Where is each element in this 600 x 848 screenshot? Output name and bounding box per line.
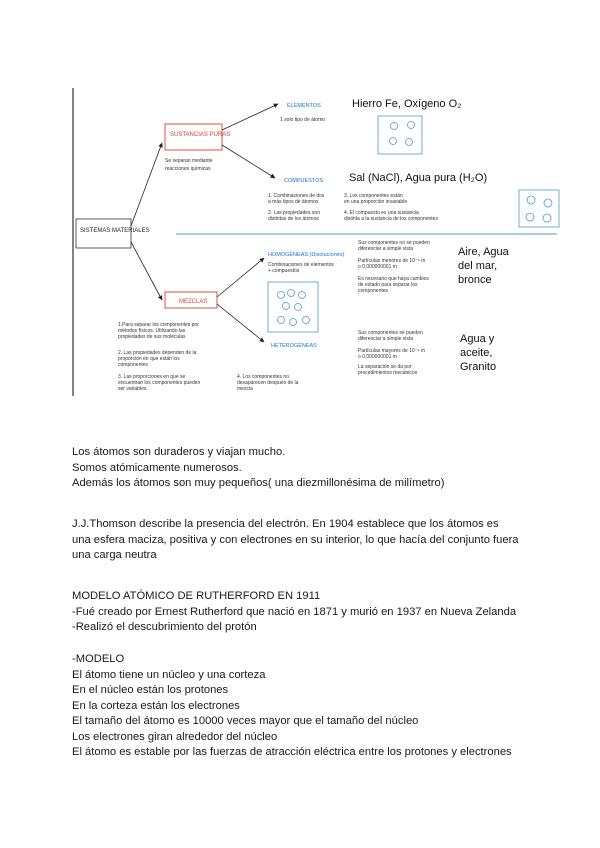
compounds-desc-line: 2. Las propiedades son: [268, 210, 320, 216]
elements-title: ELEMENTOS: [287, 103, 321, 109]
mixtures-prop-line: encuentran los componentes pueden: [118, 380, 201, 386]
paragraph-atoms: [72, 445, 444, 492]
mixtures-prop-line: proporción en que están los: [118, 356, 180, 362]
root-label: SISTEMAS MATERIALES: [80, 228, 150, 234]
compounds-title: COMPUESTOS: [284, 178, 324, 184]
compounds-desc-line: 1. Combinaciones de dos: [268, 193, 325, 199]
paragraph-rutherford: [72, 589, 516, 636]
text-line: Los átomos son duraderos y viajan mucho.: [72, 446, 286, 458]
heterogeneous-detail-line: procedimientos mecánicos: [358, 370, 418, 376]
section-heading: -MODELO: [72, 653, 125, 665]
pure-substances-label: SUSTANCIAS PURAS: [170, 132, 231, 138]
compounds-desc-line: distinta a la sustancia de los componentes: [344, 216, 438, 222]
text-line: J.J.Thomson describe la presencia del electrón. En 1904 establece que los átomos es una esfera maciza, positiva y con electrones en su interior, lo que hacía del conjunto fuera una carga neutra: [72, 518, 519, 561]
homogeneous-example-line: Aire, Agua: [458, 246, 509, 258]
arrow-mixtures-homogeneous: [217, 258, 264, 297]
compounds-particle-box: [519, 190, 559, 227]
text-line: En la corteza están los electrones: [72, 699, 240, 712]
compounds-desc-line: en una proporción invariable: [344, 199, 408, 205]
text-line: -Fué creado por Ernest Rutherford que nació en 1871 y murió en 1937 en Nueva Zelanda: [72, 605, 517, 618]
pure-note-line: reacciones químicas: [165, 166, 211, 172]
elements-desc: 1 solo tipo de átomo: [280, 117, 326, 123]
homogeneous-example-line: bronce: [458, 274, 492, 286]
mixtures-prop-line: mezcla: [237, 386, 253, 392]
mixtures-prop-line: desaparecen después de la: [237, 380, 299, 386]
homogeneous-detail-line: componentes: [358, 288, 389, 294]
text-line: -Realizó el descubrimiento del protón: [72, 621, 257, 633]
compounds-desc-line: a más tipos de átomos: [268, 199, 319, 205]
text-line: Además los átomos son muy pequeños( una diezmillonésima de milímetro): [72, 477, 445, 489]
arrow-mixtures-heterogeneous: [217, 304, 264, 342]
heterogeneous-example-line: Agua y: [460, 333, 495, 345]
heterogeneous-detail-line: diferenciar a simple vista: [358, 336, 414, 342]
compounds-desc-line: 4. El compuesto es una sustancia: [344, 210, 419, 216]
text-line: En el núcleo están los protones: [72, 684, 229, 696]
homogeneous-desc-line: Combinaciones de elementos: [268, 262, 334, 268]
text-line: El tamaño del átomo es 10000 veces mayor que el tamaño del núcleo: [72, 715, 419, 727]
mixtures-prop-line: propiedades de sus moléculas: [118, 334, 186, 340]
heterogeneous-detail-line: Sus componentes se pueden: [358, 330, 423, 336]
material-systems-diagram: [0, 0, 600, 400]
compounds-desc-line: distintas de los átomos: [268, 216, 319, 222]
homogeneous-detail-line: de estado para separar los: [358, 282, 418, 288]
homogeneous-detail-line: Es necesario que haya cambios: [358, 276, 429, 282]
elements-examples: Hierro Fe, Oxígeno O₂: [352, 98, 462, 110]
elements-particle-box: [378, 116, 422, 154]
heterogeneous-detail-line: La separación se da por: [358, 364, 412, 370]
arrow-pure-elements: [222, 104, 278, 130]
heterogeneous-title: HETEROGÉNEAS: [271, 343, 317, 349]
homogeneous-detail-line: Sus componentes no se pueden: [358, 240, 430, 246]
homogeneous-example-line: del mar,: [458, 260, 498, 272]
homogeneous-particle-box: [268, 282, 318, 332]
heterogeneous-example-line: aceite,: [460, 347, 493, 359]
homogeneous-detail-line: o 0,000000001 m: [358, 264, 397, 270]
mixtures-label: MEZCLAS: [179, 299, 208, 305]
compounds-examples: Sal (NaCl), Agua pura (H₂O): [349, 172, 488, 184]
pure-note-line: Se separan mediante: [165, 158, 213, 164]
paragraph-model: [72, 652, 512, 761]
text-line: Los electrones giran alrededor del núcleo: [72, 730, 278, 743]
homogeneous-title: HOMOGÉNEAS (Disoluciones): [268, 252, 345, 258]
mixtures-prop-line: componentes: [118, 362, 149, 368]
arrow-root-pure: [131, 143, 162, 226]
homogeneous-desc-line: + compuestos: [268, 268, 300, 274]
text-line: El átomo tiene un núcleo y una corteza: [72, 668, 266, 681]
mixtures-prop-line: 2. Las propiedades dependen de la: [118, 350, 197, 356]
compounds-desc-line: 3. Los componentes están: [344, 193, 403, 199]
arrow-root-mixtures: [131, 242, 162, 300]
arrow-pure-compounds: [222, 145, 275, 178]
mixtures-prop-line: 1.Para separar los componentes por: [118, 322, 199, 328]
text-line: El átomo es estable por las fuerzas de atracción eléctrica entre los protones y electrones: [72, 746, 512, 758]
text-line: Somos atómicamente numerosos.: [72, 461, 242, 474]
heterogeneous-detail-line: Partículas mayores de 10⁻⁹ m: [358, 348, 426, 354]
mixtures-prop-line: métodos físicos. Utilizando las: [118, 328, 186, 334]
heterogeneous-example-line: Granito: [460, 361, 497, 373]
homogeneous-detail-line: diferenciar a simple vista: [358, 246, 414, 252]
heterogeneous-detail-line: o 0,000000001 m: [358, 354, 397, 360]
section-heading: MODELO ATÓMICO DE RUTHERFORD EN 1911: [72, 590, 321, 602]
mixtures-prop-line: ser variables.: [118, 386, 148, 392]
paragraph-thomson: [72, 517, 520, 564]
mixtures-prop-line: 3. Las proporciones en que se: [118, 374, 186, 380]
mixtures-prop-line: 4. Los componentes no: [237, 374, 289, 380]
homogeneous-detail-line: Partículas menores de 10⁻⁹ m: [358, 258, 426, 264]
